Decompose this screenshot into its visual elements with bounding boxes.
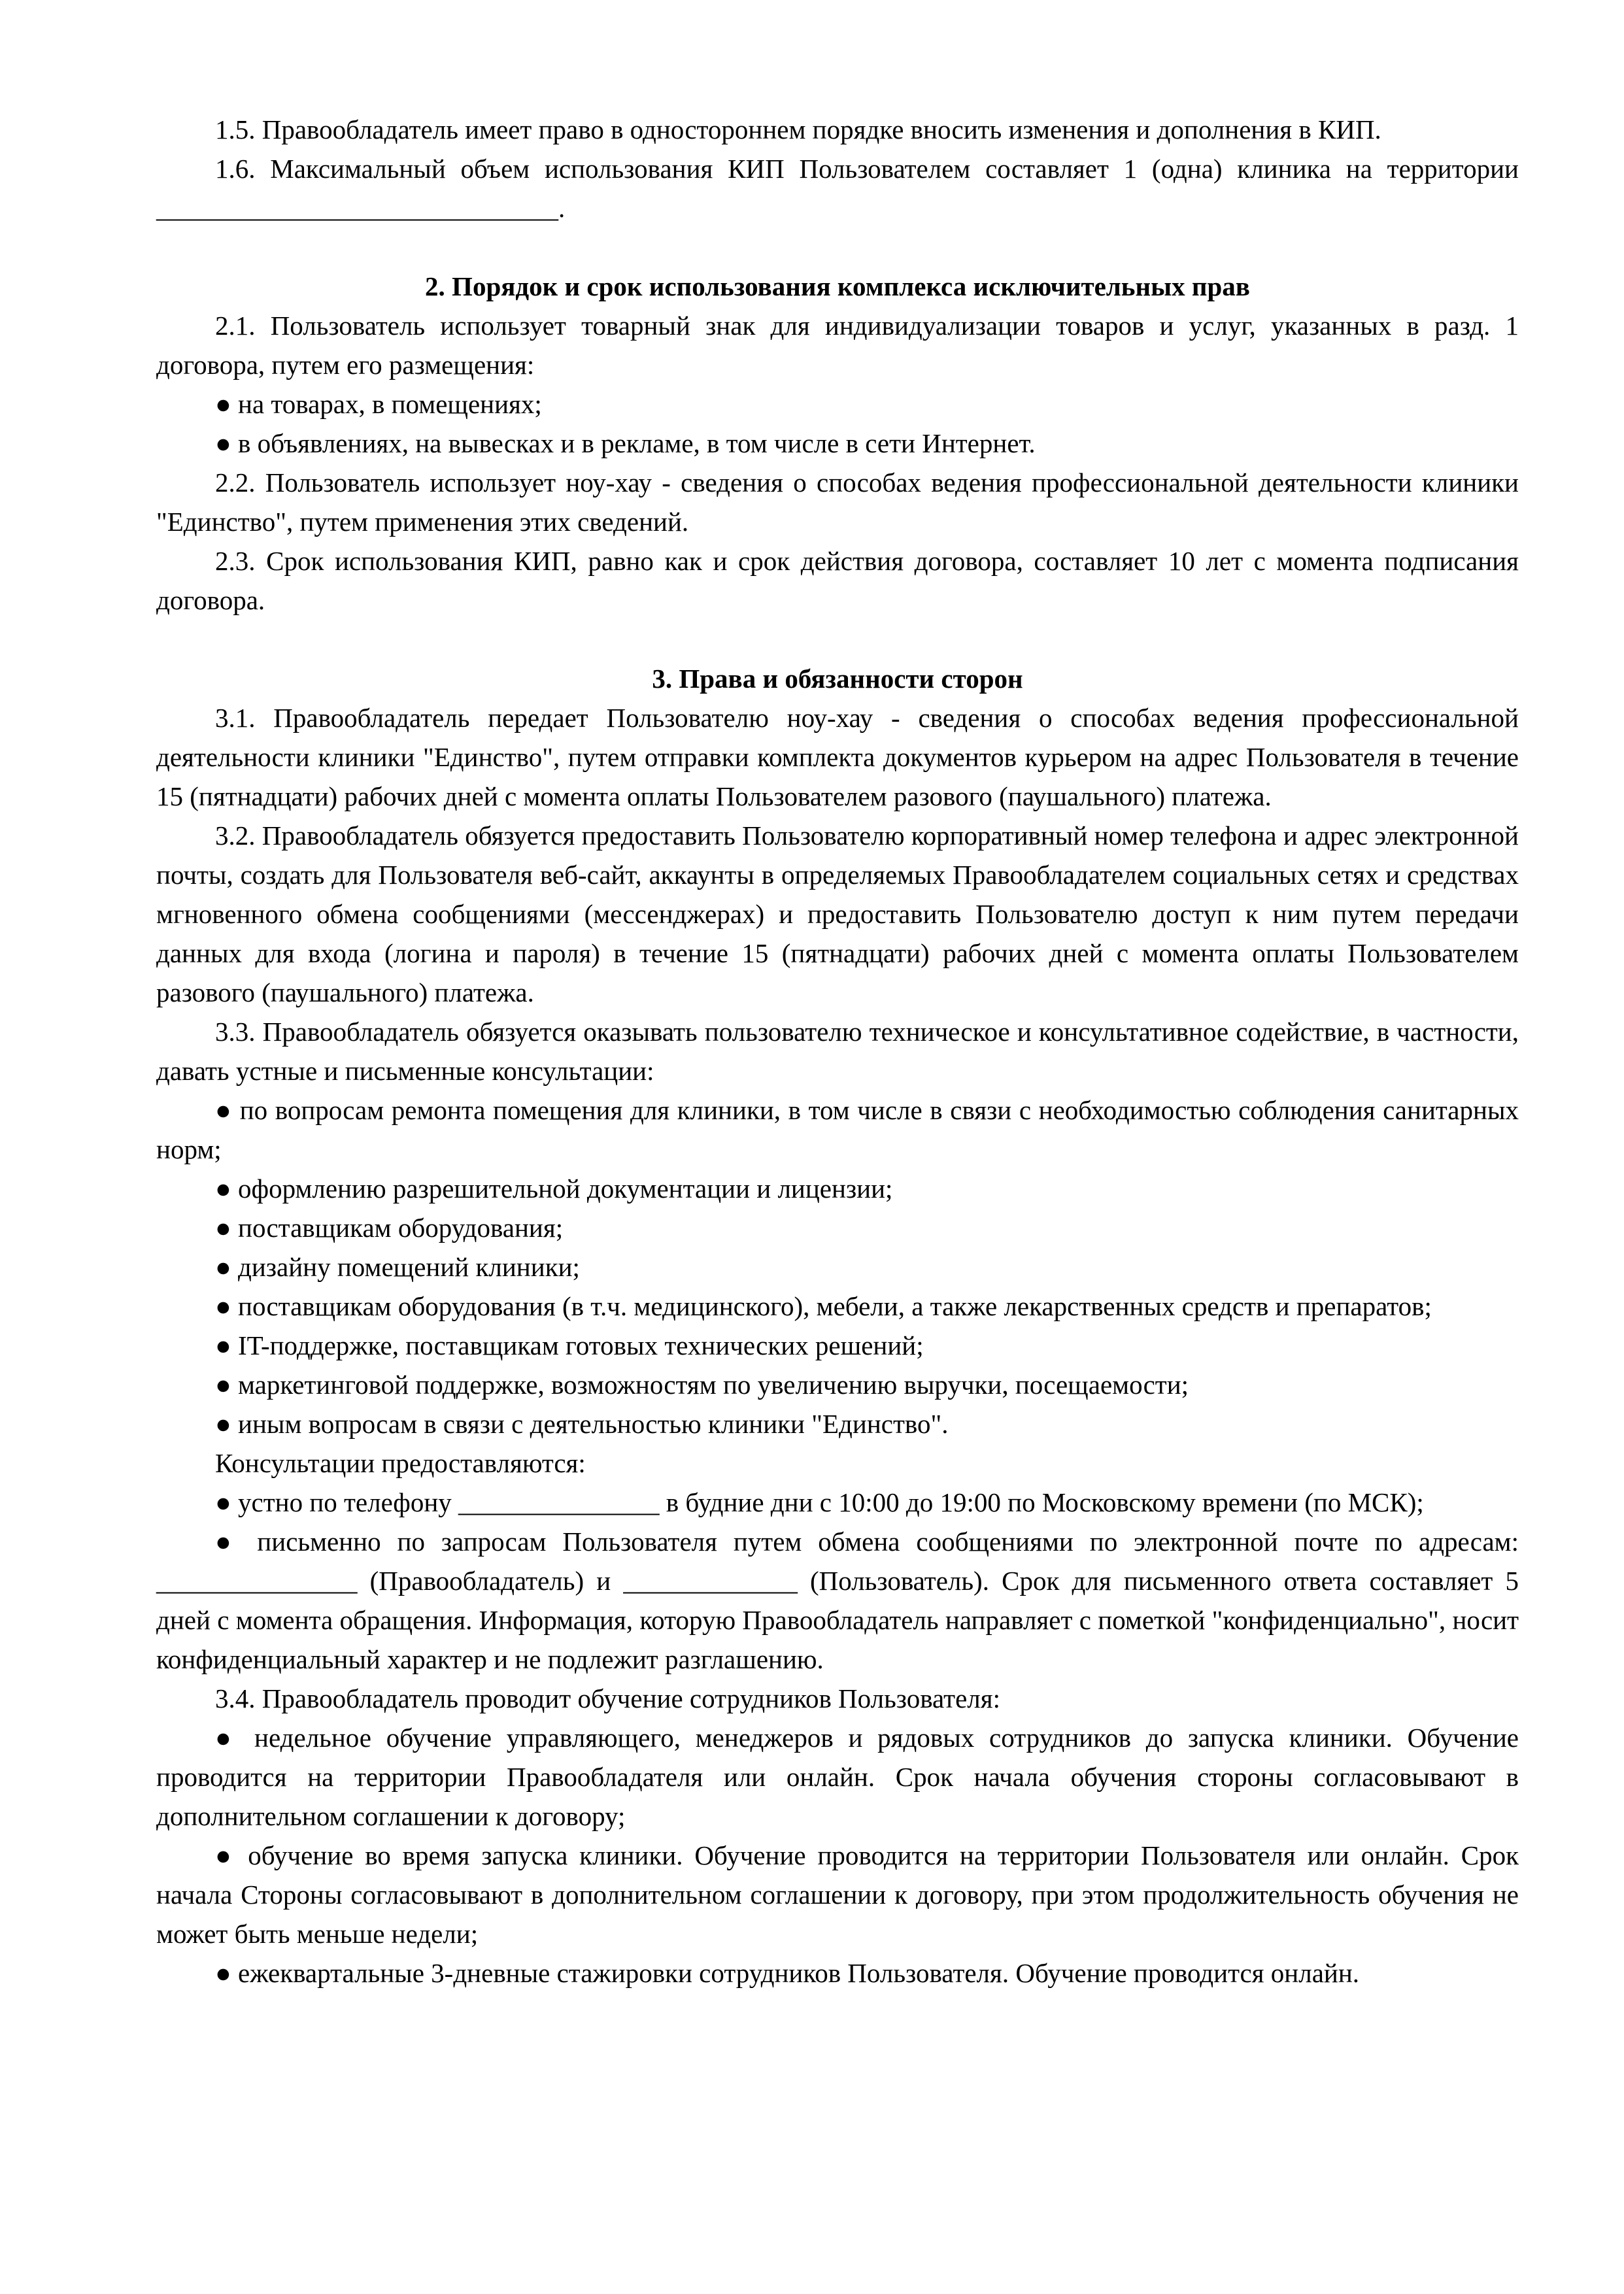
bullet-3-4-3: ● ежеквартальные 3-дневные стажировки сотрудников Пользователя. Обучение проводится онлайн. — [215, 1958, 1360, 1988]
clause-3-2: 3.2. Правообладатель обязуется предоставить Пользователю корпоративный номер телефона и адрес электронной почты, создать для Пользователя веб-сайт, аккаунты в определяемых Правообладателем социальных сетях и средствах мгновенного обмена сообщениями (мессенджерах) и предоставить Пользователю доступ к ним путем передачи данных для входа (логина и пароля) в течение 15 (пятнадцати) рабочих дней с момента оплаты Пользователем разового (паушального) платежа. — [156, 820, 1519, 1007]
clause-2-2: 2.2. Пользователь использует ноу-хау - сведения о способах ведения профессиональной деятельности клиники "Единство", путем применения этих сведений. — [156, 467, 1519, 537]
bullet-3-3-1: ● по вопросам ремонта помещения для клиники, в том числе в связи с необходимостью соблюдения санитарных норм; — [156, 1095, 1519, 1164]
bullet-3-3-8: ● иным вопросам в связи с деятельностью клиники "Единство". — [215, 1409, 949, 1439]
bullet-3-3-3: ● поставщикам оборудования; — [215, 1213, 564, 1243]
clause-1-5: 1.5. Правообладатель имеет право в одностороннем порядке вносить изменения и дополнения в КИП. — [215, 114, 1381, 144]
consultations-intro: Консультации предоставляются: — [215, 1448, 586, 1478]
clause-2-3: 2.3. Срок использования КИП, равно как и срок действия договора, составляет 10 лет с момента подписания договора. — [156, 546, 1519, 615]
document-page — [156, 110, 1519, 1993]
bullet-3-3-7: ● маркетинговой поддержке, возможностям по увеличению выручки, посещаемости; — [215, 1370, 1189, 1400]
bullet-3-3-6: ● IT-поддержке, поставщикам готовых технических решений; — [215, 1330, 924, 1360]
clause-3-4: 3.4. Правообладатель проводит обучение сотрудников Пользователя: — [215, 1683, 1001, 1713]
section-gap — [156, 620, 1519, 659]
clause-2-1: 2.1. Пользователь использует товарный знак для индивидуализации товаров и услуг, указанных в разд. 1 договора, путем его размещения: — [156, 311, 1519, 380]
bullet-3-4-2: ● обучение во время запуска клиники. Обучение проводится на территории Пользователя или онлайн. Срок начала Стороны согласовывают в дополнительном соглашении к договору, при этом продолжительность обучения не может быть меньше недели; — [156, 1840, 1519, 1949]
clause-3-3: 3.3. Правообладатель обязуется оказывать пользователю техническое и консультативное содействие, в частности, давать устные и письменные консультации: — [156, 1017, 1519, 1086]
bullet-3-4-1: ● недельное обучение управляющего, менеджеров и рядовых сотрудников до запуска клиники. Обучение проводится на территории Правообладателя или онлайн. Срок начала обучения стороны согласовывают в дополнительном соглашении к договору; — [156, 1723, 1519, 1831]
section-gap — [156, 228, 1519, 267]
section-3-heading: 3. Права и обязанности сторон — [652, 664, 1023, 694]
bullet-3-3-5: ● поставщикам оборудования (в т.ч. медицинского), мебели, а также лекарственных средств и препаратов; — [215, 1291, 1432, 1321]
bullet-2-1-2: ● в объявлениях, на вывесках и в рекламе, в том числе в сети Интернет. — [215, 428, 1036, 458]
bullet-2-1-1: ● на товарах, в помещениях; — [215, 389, 542, 419]
clause-3-1: 3.1. Правообладатель передает Пользователю ноу-хау - сведения о способах ведения профессиональной деятельности клиники "Единство", путем отправки комплекта документов курьером на адрес Пользователя в течение 15 (пятнадцати) рабочих дней с момента оплаты Пользователем разового (паушального) платежа. — [156, 703, 1519, 811]
section-2-heading: 2. Порядок и срок использования комплекса исключительных прав — [425, 271, 1250, 301]
bullet-consult-phone: ● устно по телефону _______________ в будние дни с 10:00 до 19:00 по Московскому времени (по МСК); — [215, 1487, 1424, 1517]
clause-1-6: 1.6. Максимальный объем использования КИП Пользователем составляет 1 (одна) клиника на территории ______________________________. — [156, 154, 1519, 223]
bullet-3-3-2: ● оформлению разрешительной документации и лицензии; — [215, 1173, 893, 1204]
bullet-consult-email: ● письменно по запросам Пользователя путем обмена сообщениями по электронной почте по адресам: _______________ (Правообладатель) и _____________ (Пользователь). Срок для письменного ответа составляет 5 дней с момента обращения. Информация, которую Правообладатель направляет с пометкой "конфиденциально", носит конфиденциальный характер и не подлежит разглашению. — [156, 1527, 1519, 1674]
bullet-3-3-4: ● дизайну помещений клиники; — [215, 1252, 580, 1282]
